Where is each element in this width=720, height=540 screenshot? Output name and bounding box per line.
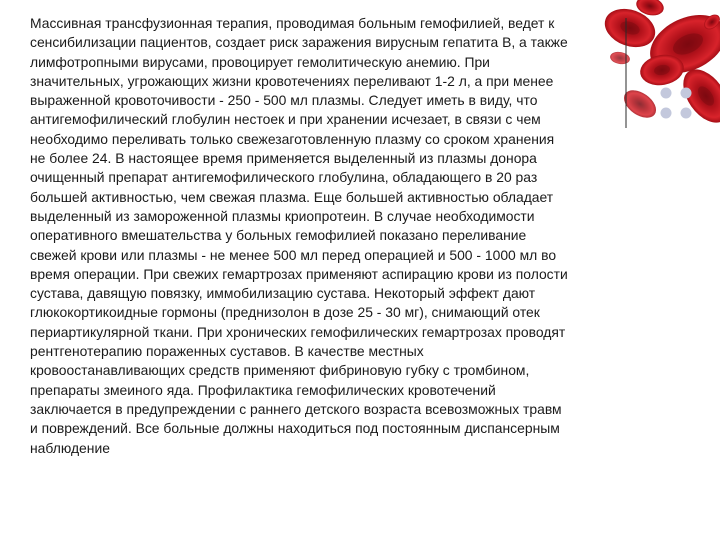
decorative-dots-icon	[661, 88, 692, 119]
slide-body-text: Массивная трансфузионная терапия, проводимая больным гемофилией, ведет к сенсибилизации пациентов, создает риск заражения вирусным гепатита В, а также лимфотропными вирусами, провоцирует гемолитическую анемию. При значительных, угрожающих жизни кровотечениях переливают 1-2 л, а при менее выраженной кровоточивости - 250 - 500 мл плазмы. Следует иметь в виду, что антигемофилический глобулин нестоек и при хранении исчезает, в связи с чем необходимо переливать только свежезаготовленную плазму со сроком хранения не более 24. В настоящее время применяется выделенный из плазмы донора очищенный препарат антигемофилического глобулина, обладающего в 20 раз большей активностью, чем свежая плазма. Еще большей активностью обладает выделенный из замороженной плазмы криопротеин. В случае необходимости оперативного вмешательства у больных гемофилией показано переливание свежей крови или плазмы - не менее 500 мл перед операцией и 500 - 1000 мл во время операции. При свежих гемартрозах применяют аспирацию крови из полости сустава, давящую повязку, иммобилизацию сустава. Некоторый эффект дают глюкокортикоидные гормоны (преднизолон в дозе 25 - 30 мг), снимающий отек периартикулярной ткани. При хронических гемофилических гемартрозах проводят рентгенотерапию пораженных суставов. В качестве местных кровоостанавливающих средств применяют фибриновую губку с тромбином, препараты змеиного яда. Профилактика гемофилических кровотечений заключается в предупреждении с раннего детского возраста всевозможных травм и повреждений. Все больные должны находиться под постоянным диспансерным наблюдение	[30, 15, 568, 456]
